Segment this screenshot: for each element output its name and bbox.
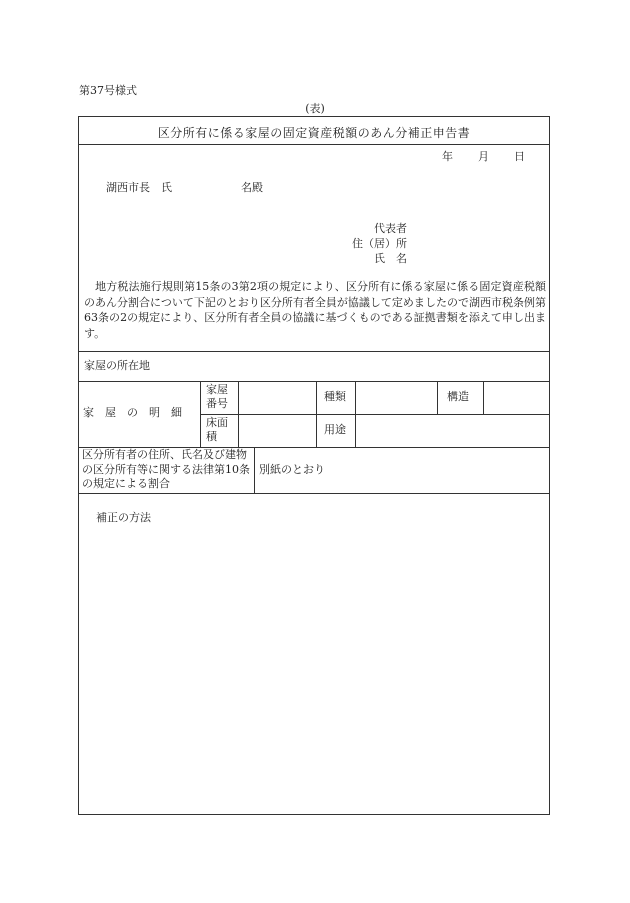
details-col-divider-4 — [355, 381, 356, 447]
form-title: 区分所有に係る家屋の固定資産税額のあん分補正申告書 — [157, 126, 471, 140]
ratio-col-divider — [254, 447, 255, 493]
addressee-honorific: 名殿 — [241, 181, 263, 194]
date-month-label: 月 — [478, 150, 489, 163]
applicant-block — [300, 221, 407, 266]
date-day-label: 日 — [514, 150, 525, 163]
form-side-label: (表) — [305, 102, 325, 115]
details-col-divider-1 — [200, 381, 201, 447]
structure-label: 構造 — [447, 390, 469, 403]
title-divider — [78, 144, 550, 145]
form-number: 第37号様式 — [79, 84, 137, 97]
address-label: 住（居）所 — [352, 237, 407, 250]
details-row-divider — [200, 414, 550, 415]
usage-label: 用途 — [324, 423, 346, 436]
location-label: 家屋の所在地 — [84, 359, 150, 372]
type-label: 種類 — [324, 390, 346, 403]
body-divider — [78, 351, 550, 352]
details-col-divider-6 — [483, 381, 484, 414]
declaration-text: 地方税法施行規則第15条の3第2項の規定により、区分所有に係る家屋に係る固定資産税額のあん分割合について下記のとおり区分所有者全員が協議して定めましたので湖西市税条例第63条の2の規定により、区分所有者全員の協議に基づくものである証拠書類を添えて申し出ます。 — [84, 280, 546, 340]
details-col-divider-3 — [316, 381, 317, 447]
representative-label: 代表者 — [374, 222, 407, 235]
ratio-label: 区分所有者の住所、氏名及び建物の区分所有等に関する法律第10条の規定による割合 — [82, 448, 250, 490]
date-year-label: 年 — [442, 150, 453, 163]
house-number-label: 家屋番号 — [206, 383, 228, 410]
name-label: 氏 名 — [374, 252, 407, 265]
correction-method-label: 補正の方法 — [96, 511, 151, 524]
addressee-name: 湖西市長 氏 — [106, 181, 172, 194]
details-label: 家 屋 の 明 細 — [83, 406, 182, 419]
location-divider — [78, 381, 550, 382]
ratio-value: 別紙のとおり — [259, 463, 325, 476]
details-col-divider-2 — [238, 381, 239, 447]
ratio-divider — [78, 493, 550, 494]
floor-area-label: 床面積 — [206, 416, 228, 443]
details-col-divider-5 — [437, 381, 438, 414]
